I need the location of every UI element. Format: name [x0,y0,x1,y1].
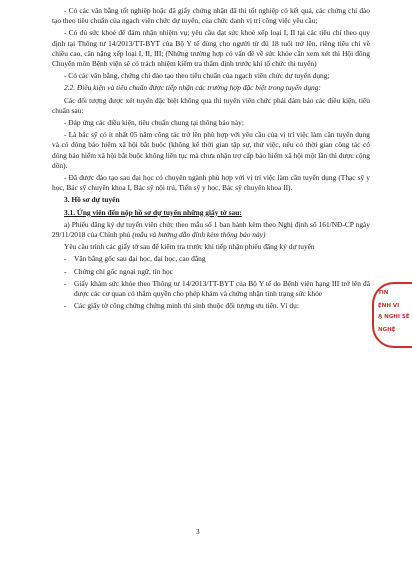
bullet-dash: - [64,278,67,288]
section-3-heading: 3. Hồ sơ dự tuyển [64,195,120,205]
paragraph-doctor-experience: - Là bác sỹ có ít nhất 05 năm công tác trở lên phù hợp với yêu cầu của vị trí việc làm cần tuyển dụng và có đóng bảo hiểm xã hội bắt buộc (không kể thời gian tập sự, thử việc, nếu có thời gian công tác có đóng bảo hiểm xã hội bắt buộc không liên tục mà chưa nhận trợ cấp bảo hiểm xã hội một lần thì được cộng dồn). [52,130,370,170]
paragraph-diploma: - Có các văn bằng tốt nghiệp hoặc đã giấy chứng nhận đã thi tốt nghiệp có kết quả, các chứng chỉ đào tạo theo tiêu chuẩn của ngạch viên chức dự tuyển, của chức danh vị trí công việc yêu cầu; [52,6,370,26]
list-item-text: Các giấy tờ công chứng chứng minh thì sinh thuộc đối tượng ưu tiên. Ví dụ: [74,301,299,311]
red-stamp-seal [372,282,412,348]
section-3-1-heading: 3.1. Ứng viên đến nộp hồ sơ dự tuyển những giấy tờ sau: [64,207,242,217]
list-item [52,267,370,277]
paragraph-certificates: - Có các văn bằng, chứng chỉ đào tạo theo tiêu chuẩn của ngạch viên chức dự tuyển dụng; [64,71,330,81]
list-item-text: Giấy khám sức khỏe theo Thông tư 14/2013/TT-BYT của Bộ Y tế do Bệnh viện hạng III trở lên đã được các cơ quan có thẩm quyền cho phép khám và chứng nhận tình trạng sức khỏe [74,278,370,299]
list-item-text: Chứng chỉ gốc ngoại ngữ, tin học [74,266,173,276]
list-item [52,301,370,311]
page-number: 3 [196,527,200,536]
paragraph-documents-intro: Yêu cầu trình các giấy tờ sau để kiểm tra trước khi tiếp nhận phiếu đăng ký dự tuyển [64,242,315,252]
bullet-dash: - [64,301,67,311]
list-item-text: Văn bằng gốc sau đại học, đại học, cao đẳng [74,254,206,264]
list-item [52,279,370,299]
list-item [52,254,370,264]
paragraph-general-conditions: - Đáp ứng các điều kiện, tiêu chuẩn chung tại thông báo này; [64,118,244,128]
registration-form-text: a) Phiếu đăng ký dự tuyển viên chức theo mẫu số 1 ban hành kèm theo Nghị định số 161/NĐ-CP ngày 29/11/2018 của Chính phủ [52,219,370,240]
paragraph-health: - Có đủ sức khoẻ để đảm nhận nhiệm vụ; yêu cầu đạt sức khoẻ xếp loại I, II tại các tiêu chí theo quy định tại Thông tư 14/2013/TT-BYT của Bộ Y tế dùng cho người từ đủ 18 tuổi trở lên, riêng tiêu chí về chiều cao, cân nặng xếp loại I, II, III; (Những trường hợp có vấn đề về sức khỏe cần xem xét thì Hội đồng Chuyên môn Bệnh viện sẽ có trách nhiệm kiểm tra thẩm định trước khi tổ chức thi tuyển) [52,28,370,69]
document-body [52,6,370,311]
stamp-text: ỆNH VI [378,303,400,309]
section-2-2-heading: 2.2. Điều kiện và tiêu chuẩn được tiếp nhận các trường hợp đặc biệt trong tuyển dụng: [64,83,321,93]
bullet-dash: - [64,266,67,276]
paragraph-special-intro: Các đối tượng được xét tuyển đặc biệt không qua thi tuyển viên chức phải đảm bảo các điều kiện, tiêu chuẩn sau: [52,95,370,115]
stamp-text: Ạ NGHI SẼ [378,314,410,320]
bullet-dash: - [64,254,67,264]
paragraph-postgraduate: - Đã được đào tạo sau đại học có chuyên ngành phù hợp với vị trí việc làm cần tuyển dụng (Thạc sỹ y học, Bác sỹ chuyên khoa I, Bác sỹ nội trú, Tiến sỹ y học, Bác sỹ chuyên khoa II). [52,173,370,193]
stamp-text: NGHỆ [378,327,396,333]
registration-form-note: (mẫu và hướng dẫn đính kèm thông báo này) [132,230,266,240]
paragraph-registration-form [52,220,370,240]
stamp-text: TIN [378,290,389,296]
